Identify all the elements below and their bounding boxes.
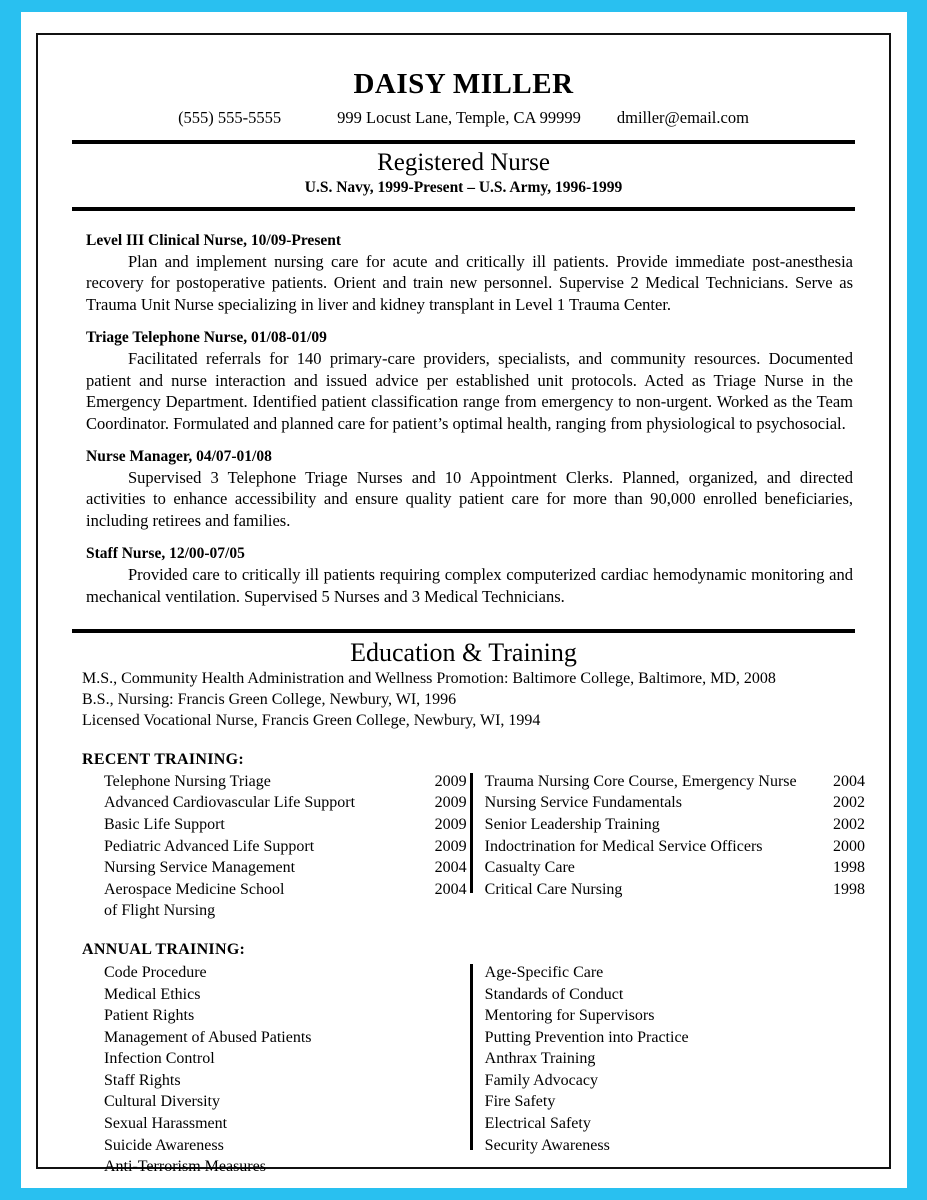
experience-title: Nurse Manager, 04/07-01/08	[86, 448, 272, 465]
education-item: B.S., Nursing: Francis Green College, Newbury, WI, 1996	[82, 691, 457, 709]
training-row	[485, 792, 865, 814]
training-label: Pediatric Advanced Life Support	[104, 837, 315, 855]
training-year: 2009	[434, 772, 467, 790]
recent-training-left-column	[104, 771, 467, 922]
resume-frame	[36, 33, 891, 1176]
training-label: Nursing Service Fundamentals	[484, 794, 682, 812]
training-item: Management of Abused Patients	[104, 1028, 312, 1046]
experience-description: Facilitated referrals for 140 primary-care providers, specialists, and community resources. Documented patient and nurse interaction and issued advice per established unit protocols. Acted as Triage Nurse in the Emergency Department. Identified patient classification range from emergency to non-urgent. Worked as the Team Coordinator. Formulated and planned care for patient’s optimal health, ranging from physiological to psychosocial.	[86, 349, 853, 433]
experience-description: Provided care to critically ill patients requiring complex computerized cardiac hemodynamic monitoring and mechanical ventilation. Supervised 5 Nurses and 3 Medical Technicians.	[86, 565, 853, 606]
experience-entry	[86, 232, 853, 315]
training-item: Age-Specific Care	[484, 963, 604, 981]
experience-section	[62, 232, 865, 607]
recent-training-right-column	[467, 771, 865, 922]
training-year: 2004	[434, 859, 467, 877]
training-row	[104, 857, 467, 879]
training-row	[485, 814, 865, 836]
divider-under-title	[72, 207, 855, 211]
training-item: Security Awareness	[484, 1136, 610, 1154]
training-year: 2009	[434, 815, 467, 833]
training-row	[104, 879, 467, 901]
education-list	[62, 669, 865, 731]
training-year: 2002	[833, 794, 865, 812]
training-label: Basic Life Support	[104, 815, 225, 833]
training-year: 2009	[434, 794, 467, 812]
training-item: Code Procedure	[104, 963, 207, 981]
column-divider	[470, 773, 473, 893]
training-item: Electrical Safety	[484, 1115, 591, 1133]
experience-title: Triage Telephone Nurse, 01/08-01/09	[86, 329, 327, 347]
education-item: Licensed Vocational Nurse, Francis Green College, Newbury, WI, 1994	[82, 711, 541, 729]
training-item: Sexual Harassment	[104, 1115, 228, 1133]
experience-entry	[86, 545, 853, 607]
training-row	[104, 792, 467, 814]
contact-row	[62, 108, 865, 128]
education-heading: Education & Training	[350, 638, 577, 668]
job-title-block	[62, 144, 865, 200]
training-row	[485, 879, 865, 901]
training-label: Casualty Care	[484, 859, 575, 877]
experience-title: Level III Clinical Nurse, 10/09-Present	[86, 231, 342, 249]
training-row	[104, 814, 467, 836]
experience-title: Staff Nurse, 12/00-07/05	[86, 545, 245, 563]
training-item: Standards of Conduct	[484, 985, 624, 1003]
experience-description: Supervised 3 Telephone Triage Nurses and 10 Appointment Clerks. Planned, organized, and directed activities to enhance accessibility and ensure quality patient care for more than 90,000 enrolled beneficiaries, including retirees and families.	[86, 468, 853, 530]
training-row	[485, 836, 865, 858]
training-item: Family Advocacy	[484, 1071, 598, 1089]
training-item: Cultural Diversity	[104, 1093, 220, 1111]
annual-training-right-column	[467, 962, 865, 1178]
candidate-name: DAISY MILLER	[353, 68, 574, 100]
training-item: Patient Rights	[104, 1007, 195, 1025]
training-year: 2004	[833, 772, 865, 790]
training-row	[485, 857, 865, 879]
training-label: Advanced Cardiovascular Life Support	[104, 794, 356, 812]
training-label: Critical Care Nursing	[484, 880, 623, 898]
training-row	[104, 900, 467, 922]
training-row	[104, 771, 467, 793]
training-item: Suicide Awareness	[104, 1136, 224, 1154]
contact-phone: (555) 555-5555	[178, 108, 282, 128]
recent-training-heading: RECENT TRAINING:	[82, 750, 245, 768]
annual-training-left-column	[104, 962, 467, 1178]
training-item: Anthrax Training	[484, 1050, 596, 1068]
training-item: Medical Ethics	[104, 985, 201, 1003]
training-year: 2004	[434, 880, 467, 898]
experience-entry	[86, 329, 853, 434]
annual-training-heading: ANNUAL TRAINING:	[82, 940, 246, 958]
resume-content	[38, 35, 889, 1176]
training-label: Senior Leadership Training	[484, 815, 660, 833]
page-sheet	[21, 12, 907, 1188]
training-label: Aerospace Medicine School	[104, 880, 285, 898]
training-year: 1998	[833, 859, 865, 877]
job-title: Registered Nurse	[377, 149, 550, 177]
training-item: Putting Prevention into Practice	[484, 1028, 689, 1046]
contact-address: 999 Locust Lane, Temple, CA 99999	[337, 108, 581, 128]
annual-training-table	[62, 962, 865, 1178]
column-divider	[470, 964, 473, 1150]
training-item: Staff Rights	[104, 1071, 181, 1089]
training-row	[104, 836, 467, 858]
training-year: 2009	[434, 837, 467, 855]
service-history: U.S. Navy, 1999-Present – U.S. Army, 1996-1999	[304, 178, 623, 196]
training-item: Infection Control	[104, 1050, 215, 1068]
education-item: M.S., Community Health Administration and Wellness Promotion: Baltimore College, Baltimore, MD, 2008	[82, 670, 776, 688]
recent-training-table	[62, 771, 865, 922]
training-label: of Flight Nursing	[104, 902, 216, 920]
training-label: Indoctrination for Medical Service Officers	[484, 837, 763, 855]
training-row	[485, 771, 865, 793]
training-label: Telephone Nursing Triage	[104, 772, 271, 790]
experience-entry	[86, 448, 853, 531]
training-item: Anti-Terrorism Measures	[104, 1158, 266, 1176]
training-year: 2002	[833, 815, 865, 833]
training-year: 1998	[833, 880, 865, 898]
training-item: Mentoring for Supervisors	[484, 1007, 655, 1025]
training-label: Nursing Service Management	[104, 859, 296, 877]
contact-email: dmiller@email.com	[616, 108, 749, 128]
training-year: 2000	[833, 837, 865, 855]
experience-description: Plan and implement nursing care for acute and critically ill patients. Provide immediate post-anesthesia recovery for postoperative patients. Orient and train new personnel. Supervise 2 Medical Technicians. Serve as Trauma Unit Nurse specializing in liver and kidney transplant in Level 1 Trauma Center.	[86, 251, 853, 314]
training-label: Trauma Nursing Core Course, Emergency Nurse	[484, 772, 797, 790]
training-item: Fire Safety	[484, 1093, 556, 1111]
